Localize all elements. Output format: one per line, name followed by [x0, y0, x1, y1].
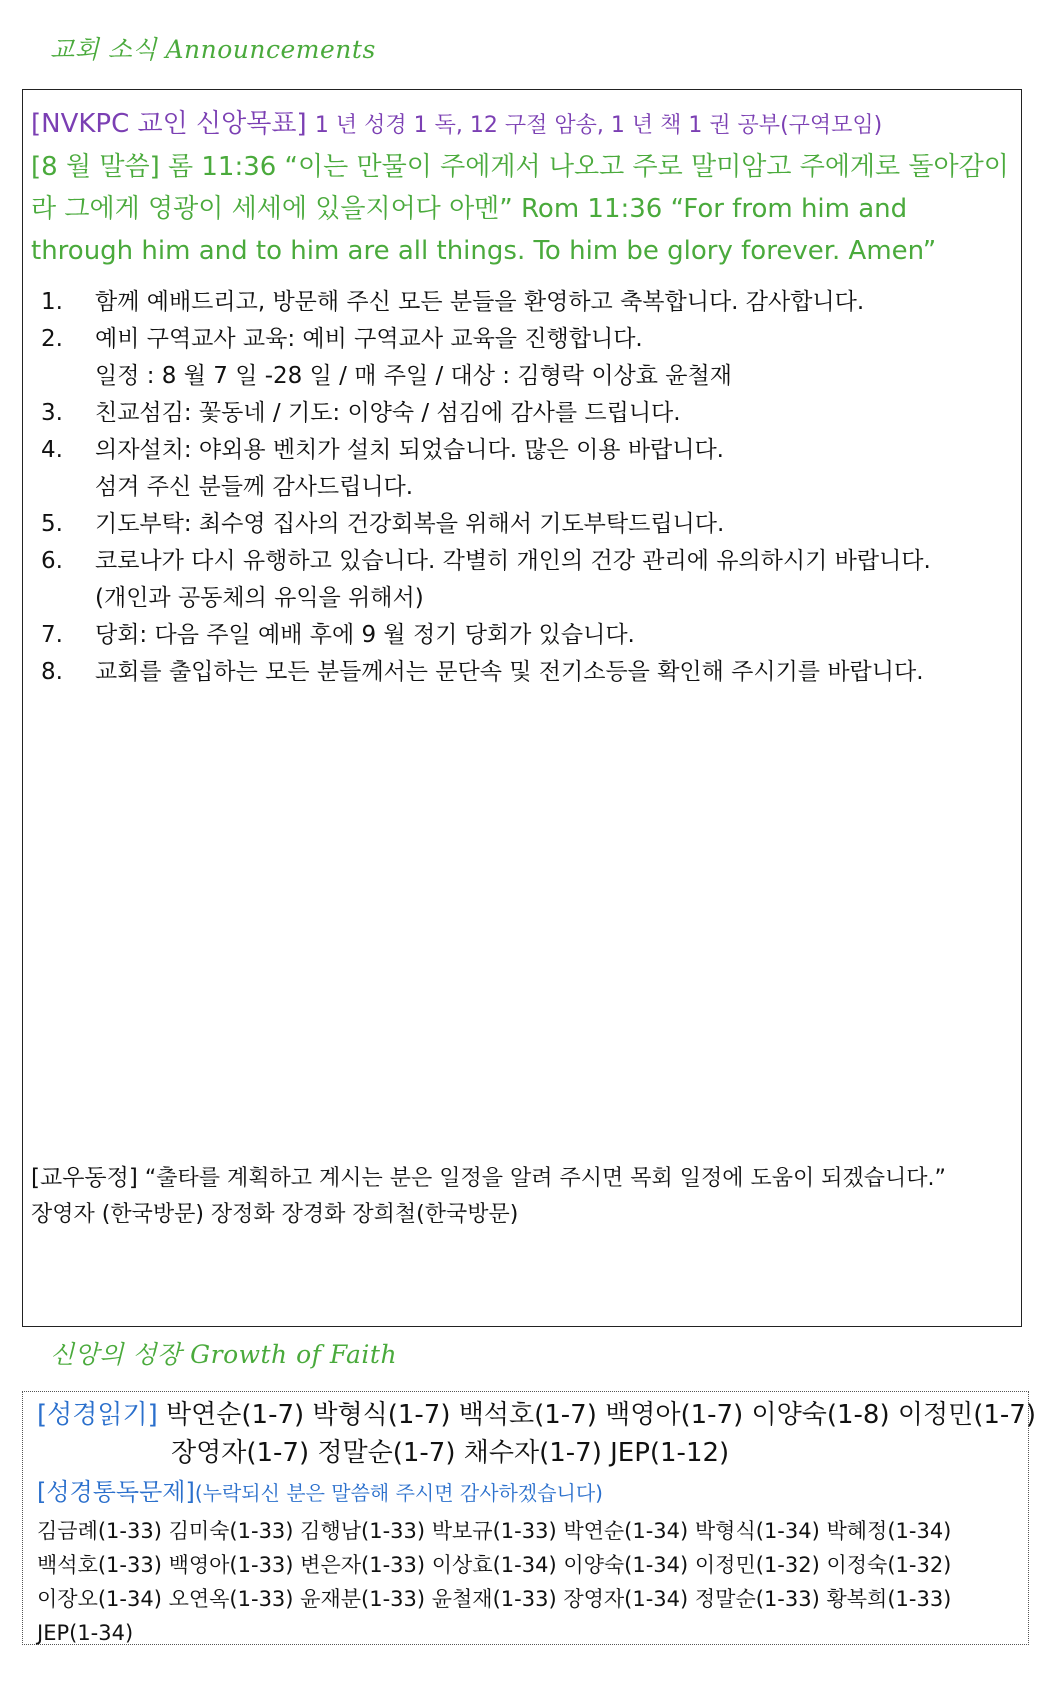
announcement-list — [41, 284, 1016, 691]
announcements-box — [22, 89, 1022, 1327]
member-news-names: 장영자 (한국방문) 장정화 장경화 장희철(한국방문) — [31, 1202, 519, 1227]
item-continuation: (개인과 공동체의 유익을 위해서) — [95, 585, 424, 611]
item-number: 3. — [41, 400, 63, 426]
list-item — [41, 543, 1016, 617]
item-number: 5. — [41, 511, 63, 537]
bible-reading-label: [성경읽기] — [37, 1400, 158, 1430]
list-item — [41, 395, 1016, 432]
announcements-heading: 교회 소식 Announcements — [50, 35, 376, 64]
faith-goal-text: 1 년 성경 1 독, 12 구절 암송, 1 년 책 1 권 공부(구역모임) — [314, 113, 883, 138]
list-item — [41, 506, 1016, 543]
item-text: 예비 구역교사 교육: 예비 구역교사 교육을 진행합니다. — [95, 326, 643, 352]
member-news-text: “출타를 계획하고 계시는 분은 일정을 알려 주시면 목회 일정에 도움이 되겠습니다.” — [144, 1166, 946, 1191]
member-news-label: [교우동정] — [31, 1165, 138, 1191]
bible-reading-names: 박연순(1-7) 박형식(1-7) 백석호(1-7) 백영아(1-7) 이양숙(1-8) 이정민(1-7) — [166, 1400, 1036, 1430]
growth-heading: 신앙의 성장 Growth of Faith — [50, 1340, 398, 1369]
faith-goal-label: [NVKPC 교인 신앙목표] — [31, 109, 307, 139]
name-line: 이장오(1-34) 오연옥(1-33) 윤재분(1-33) 윤철재(1-33) 장영자(1-34) 정말순(1-33) 황복희(1-33) — [37, 1587, 952, 1611]
name-line: JEP(1-34) — [37, 1621, 134, 1645]
list-item — [41, 284, 1016, 321]
bible-quiz-names — [37, 1514, 1017, 1650]
monthly-verse-label: [8 월 말씀] — [31, 152, 160, 182]
item-text: 함께 예배드리고, 방문해 주신 모든 분들을 환영하고 축복합니다. 감사합니다. — [95, 289, 865, 315]
list-item — [41, 617, 1016, 654]
member-news — [31, 1160, 1011, 1233]
list-item — [41, 321, 1016, 395]
list-item — [41, 654, 1016, 691]
monthly-verse-text: 롬 11:36 “이는 만물이 주에게서 나오고 주로 말미암고 주에게로 돌아감이라 그에게 영광이 세세에 있을지어다 아멘” Rom 11:36 “For from him and through him and to him are all things. To him be glory forever. Amen” — [31, 152, 1009, 266]
faith-goal — [31, 104, 1016, 146]
name-line: 백석호(1-33) 백영아(1-33) 변은자(1-33) 이상효(1-34) 이양숙(1-34) 이정민(1-32) 이정숙(1-32) — [37, 1553, 952, 1577]
item-number: 7. — [41, 622, 63, 648]
bible-quiz-row — [37, 1474, 1017, 1511]
growth-box — [22, 1391, 1036, 1645]
item-number: 1. — [41, 289, 63, 315]
bible-reading-names-cont: 장영자(1-7) 정말순(1-7) 채수자(1-7) JEP(1-12) — [171, 1438, 730, 1468]
item-text: 당회: 다음 주일 예배 후에 9 월 정기 당회가 있습니다. — [95, 622, 635, 648]
bible-quiz-label: [성경통독문제] — [37, 1478, 195, 1506]
list-item — [41, 432, 1016, 506]
item-text: 의자설치: 야외용 벤치가 설치 되었습니다. 많은 이용 바랍니다. — [95, 437, 724, 463]
item-text: 기도부탁: 최수영 집사의 건강회복을 위해서 기도부탁드립니다. — [95, 511, 725, 537]
item-continuation: 일정 : 8 월 7 일 -28 일 / 매 주일 / 대상 : 김형락 이상효 윤철재 — [95, 363, 732, 389]
monthly-verse — [31, 146, 1016, 272]
item-text: 교회를 출입하는 모든 분들께서는 문단속 및 전기소등을 확인해 주시기를 바랍니다. — [95, 659, 924, 685]
bible-quiz-note: (누락되신 분은 말씀해 주시면 감사하겠습니다) — [194, 1481, 603, 1505]
item-text: 코로나가 다시 유행하고 있습니다. 각별히 개인의 건강 관리에 유의하시기 바랍니다. — [95, 548, 931, 574]
bible-reading-row — [37, 1396, 1036, 1434]
item-number: 2. — [41, 326, 63, 352]
item-continuation: 섬겨 주신 분들께 감사드립니다. — [95, 474, 414, 500]
item-number: 8. — [41, 659, 63, 685]
item-number: 6. — [41, 548, 63, 574]
item-number: 4. — [41, 437, 63, 463]
name-line: 김금례(1-33) 김미숙(1-33) 김행남(1-33) 박보규(1-33) 박연순(1-34) 박형식(1-34) 박혜정(1-34) — [37, 1519, 952, 1543]
item-text: 친교섬김: 꽃동네 / 기도: 이양숙 / 섬김에 감사를 드립니다. — [95, 400, 681, 426]
